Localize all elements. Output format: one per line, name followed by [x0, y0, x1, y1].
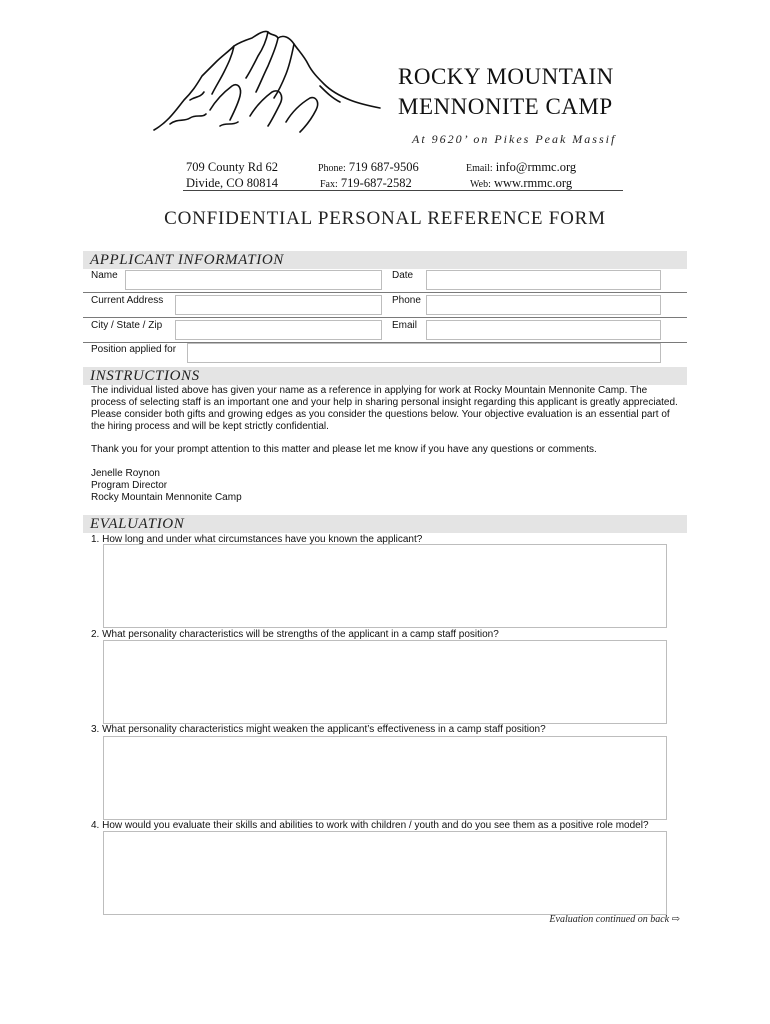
- phone-line: [318, 160, 419, 175]
- question-3: 3. What personality characteristics might weaken the applicant’s effectiveness in a camp staff position?: [91, 724, 546, 735]
- web-label: Web:: [470, 179, 491, 190]
- city-state-zip-label: City / State / Zip: [91, 320, 163, 331]
- city-state-zip-field[interactable]: [175, 320, 382, 340]
- web-value: www.rmmc.org: [493, 176, 573, 190]
- answer-4-textarea[interactable]: [103, 831, 667, 915]
- question-2: 2. What personality characteristics will be strengths of the applicant in a camp staff position?: [91, 629, 499, 640]
- evaluation-section-header: [83, 515, 687, 533]
- signature-org: Rocky Mountain Mennonite Camp: [91, 492, 242, 503]
- date-field[interactable]: [426, 270, 661, 290]
- phone-value: 719 687-9506: [348, 160, 419, 174]
- instructions-paragraph: The individual listed above has given your name as a reference in applying for work at Rocky Mountain Mennonite Camp. The process of selecting staff is an important one and your help in sharing personal insight regarding this applicant is greatly appreciated. Please consider both gifts and growing edges as you consider the questions below. Your objective evaluation is an essential part of the hiring process and will be kept strictly confidential.: [91, 385, 678, 432]
- row-divider: [83, 317, 687, 318]
- position-applied-label: Position applied for: [91, 344, 177, 355]
- applicant-section-title: APPLICANT INFORMATION: [90, 252, 284, 268]
- answer-3-textarea[interactable]: [103, 736, 667, 820]
- current-address-field[interactable]: [175, 295, 382, 315]
- evaluation-section-title: EVALUATION: [90, 516, 185, 532]
- address-line1: 709 County Rd 62: [186, 160, 279, 174]
- address-line2: Divide, CO 80814: [186, 176, 279, 190]
- web-line: [470, 176, 572, 191]
- question-4: 4. How would you evaluate their skills and abilities to work with children / youth and do you see them as a positive role model?: [91, 820, 649, 831]
- instructions-section-header: [83, 367, 687, 385]
- fax-label: Fax:: [320, 179, 338, 190]
- position-applied-field[interactable]: [187, 343, 661, 363]
- continued-note: [549, 914, 680, 925]
- thank-you-paragraph: Thank you for your prompt attention to this matter and please let me know if you have any questions or comments.: [91, 444, 597, 455]
- tagline: At 9620’ on Pikes Peak Massif: [412, 132, 617, 146]
- fax-line: [320, 176, 412, 191]
- name-field[interactable]: [125, 270, 382, 290]
- email-line: [466, 160, 576, 175]
- email-label: Email:: [466, 163, 493, 174]
- mountain-logo-icon: [150, 26, 385, 144]
- instructions-section-title: INSTRUCTIONS: [90, 368, 200, 384]
- continued-note-text: Evaluation continued on back: [549, 914, 670, 925]
- email-field[interactable]: [426, 320, 661, 340]
- fax-value: 719-687-2582: [340, 176, 412, 190]
- camp-name-line2: MENNONITE CAMP: [398, 94, 613, 119]
- answer-2-textarea[interactable]: [103, 640, 667, 724]
- header-divider: [183, 190, 623, 191]
- signature-name: Jenelle Roynon: [91, 468, 160, 479]
- email-value: info@rmmc.org: [495, 160, 577, 174]
- signature-title: Program Director: [91, 480, 168, 491]
- name-label: Name: [91, 270, 118, 281]
- camp-name-line1: ROCKY MOUNTAIN: [398, 64, 614, 89]
- form-title: CONFIDENTIAL PERSONAL REFERENCE FORM: [164, 208, 606, 229]
- answer-1-textarea[interactable]: [103, 544, 667, 628]
- row-divider: [83, 292, 687, 293]
- phone-label: Phone:: [318, 163, 346, 174]
- question-1: 1. How long and under what circumstances have you known the applicant?: [91, 534, 423, 545]
- email-field-label: Email: [392, 320, 418, 331]
- applicant-section-header: [83, 251, 687, 269]
- phone-field[interactable]: [426, 295, 661, 315]
- date-label: Date: [392, 270, 414, 281]
- phone-field-label: Phone: [392, 295, 421, 306]
- current-address-label: Current Address: [91, 295, 164, 306]
- arrow-right-icon: ⇨: [671, 914, 680, 925]
